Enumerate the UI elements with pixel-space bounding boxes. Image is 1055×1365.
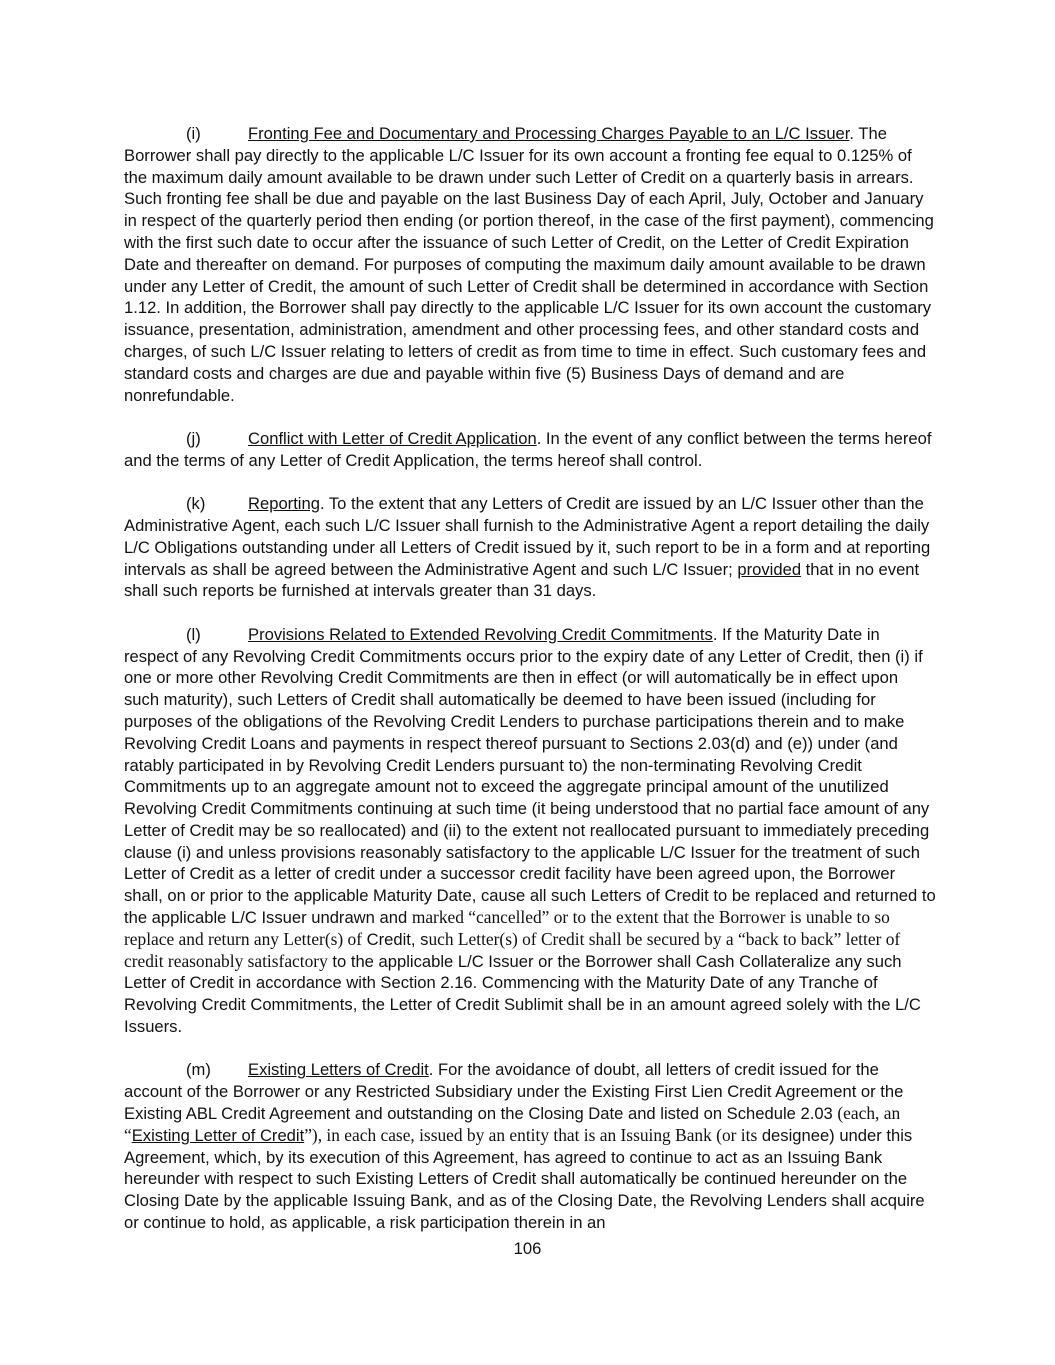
paragraph-heading: Existing Letters of Credit <box>248 1060 429 1080</box>
paragraph-heading: Fronting Fee and Documentary and Processing Charges Payable to an L/C Issuer <box>248 124 850 143</box>
proviso-term: provided <box>737 559 802 579</box>
defined-term: Existing Letter of Credit <box>131 1125 305 1145</box>
paragraph-l <box>124 624 936 1038</box>
paragraph-label: (k) <box>186 494 206 514</box>
paragraph-text: . For the avoidance of doubt, all letters of credit issued for the account of the Borrower or any Restricted Subsidiary under the Existing First Lien Credit Agreement or the Existing ABL Credit Agreement and outstanding on the Closing Date and listed on Schedule 2.03 <box>124 1060 904 1124</box>
paragraph-heading: Reporting <box>248 494 320 514</box>
paragraph-text: designee) under this Agreement, which, by its execution of this Agreement, has agreed to continue to act as an Issuing Bank hereunder with respect to such Existing Letters of Credit shall automatically be continued hereunder on the Closing Date by the applicable Issuing Bank, and as of the Closing Date, the Revolving Lenders shall acquire or continue to hold, as applicable, a risk participation therein in an <box>124 1125 925 1233</box>
paragraph-label: (m) <box>186 1060 211 1080</box>
paragraph-text: . To the extent that any Letters of Credit are issued by an L/C Issuer other than the Administrative Agent, each such L/C Issuer shall furnish to the Administrative Agent a report detailing the daily L/C Obligations outstanding under all Letters of Credit issued by it, such report to be in a form and at reporting intervals as shall be agreed between the Administrative Agent and such L/C Issuer; <box>124 494 931 579</box>
paragraph-text-serif: (each, an “ <box>124 1103 901 1145</box>
page-number: 106 <box>513 1239 542 1258</box>
paragraph-k <box>124 493 936 602</box>
paragraph-text: that in no event shall such reports be furnished at intervals greater than 31 days. <box>124 559 920 601</box>
document-body <box>124 123 936 1234</box>
paragraph-j <box>124 428 936 472</box>
paragraph-heading: Provisions Related to Extended Revolving Credit Commitments <box>248 624 713 644</box>
paragraph-text: to the applicable L/C Issuer or the Borrower shall Cash Collateralize any such Letter of Credit in accordance with Section 2.16. Commencing with the Maturity Date of any Tranche of Revolving Credit Commitments, the Letter of Credit Sublimit shall be in an amount agreed solely with the L/C Issuers. <box>124 951 921 1037</box>
paragraph-text: . The Borrower shall pay directly to the applicable L/C Issuer for its own account a fronting fee equal to 0.125% of the maximum daily amount available to be drawn under such Letter of Credit on a quarterly basis in arrears. Such fronting fee shall be due and payable on the last Business Day of each April, July, October and January in respect of the quarterly period then ending (or portion thereof, in the case of the first payment), commencing with the first such date to occur after the issuance of such Letter of Credit, on the Letter of Credit Expiration Date and thereafter on demand. For purposes of computing the maximum daily amount available to be drawn under any Letter of Credit, the amount of such Letter of Credit shall be determined in accordance with Section 1.12. In addition, the Borrower shall pay directly to the applicable L/C Issuer for its own account the customary issuance, presentation, administration, amendment and other processing fees, and other standard costs and charges, of such L/C Issuer relating to letters of credit as from time to time in effect. Such customary fees and standard costs and charges are due and payable within five (5) Business Days of demand and are nonrefundable. <box>124 124 934 405</box>
paragraph-text: . In the event of any conflict between the terms hereof and the terms of any Letter of Credit Application, the terms hereof shall control. <box>124 428 932 470</box>
paragraph-text: Credit, s <box>362 929 429 949</box>
paragraph-label: (j) <box>186 428 201 448</box>
paragraph-text-serif: marked “cancelled” or to the extent that the Borrower is unable to so replace and return any Letter(s) of <box>124 907 890 949</box>
paragraph-text-serif: uch Letter(s) of Credit shall be secured by a “back to back” letter of credit reasonably satisfactory <box>124 928 901 971</box>
paragraph-text-serif: ”), in each case, issued by an entity that is an Issuing Bank (or its <box>304 1124 758 1145</box>
paragraph-heading: Conflict with Letter of Credit Application <box>248 428 537 448</box>
paragraph-label: (l) <box>186 624 201 644</box>
paragraph-i <box>124 123 936 406</box>
paragraph-text: . If the Maturity Date in respect of any Revolving Credit Commitments occurs prior to the expiry date of any Letter of Credit, then (i) if one or more other Revolving Credit Commitments are then in effect (or will automatically be in effect upon such maturity), such Letters of Credit shall automatically be deemed to have been issued (including for purposes of the obligations of the Revolving Credit Lenders to purchase participations therein and to make Revolving Credit Loans and payments in respect thereof pursuant to Sections 2.03(d) and (e)) under (and ratably participated in by Revolving Credit Lenders pursuant to) the non-terminating Revolving Credit Commitments up to an aggregate amount not to exceed the aggregate principal amount of the unutilized Revolving Credit Commitments continuing at such time (it being understood that no partial face amount of any Letter of Credit may be so reallocated) and (ii) to the extent not reallocated pursuant to immediately preceding clause (i) and unless provisions reasonably satisfactory to the applicable L/C Issuer for the treatment of such Letter of Credit as a letter of credit under a successor credit facility have been agreed upon, the Borrower shall, on or prior to the applicable Maturity Date, cause all such Letters of Credit to be replaced and returned to the applicable L/C Issuer undrawn and <box>124 624 936 928</box>
paragraph-label: (i) <box>186 124 201 143</box>
paragraph-m <box>124 1059 936 1233</box>
